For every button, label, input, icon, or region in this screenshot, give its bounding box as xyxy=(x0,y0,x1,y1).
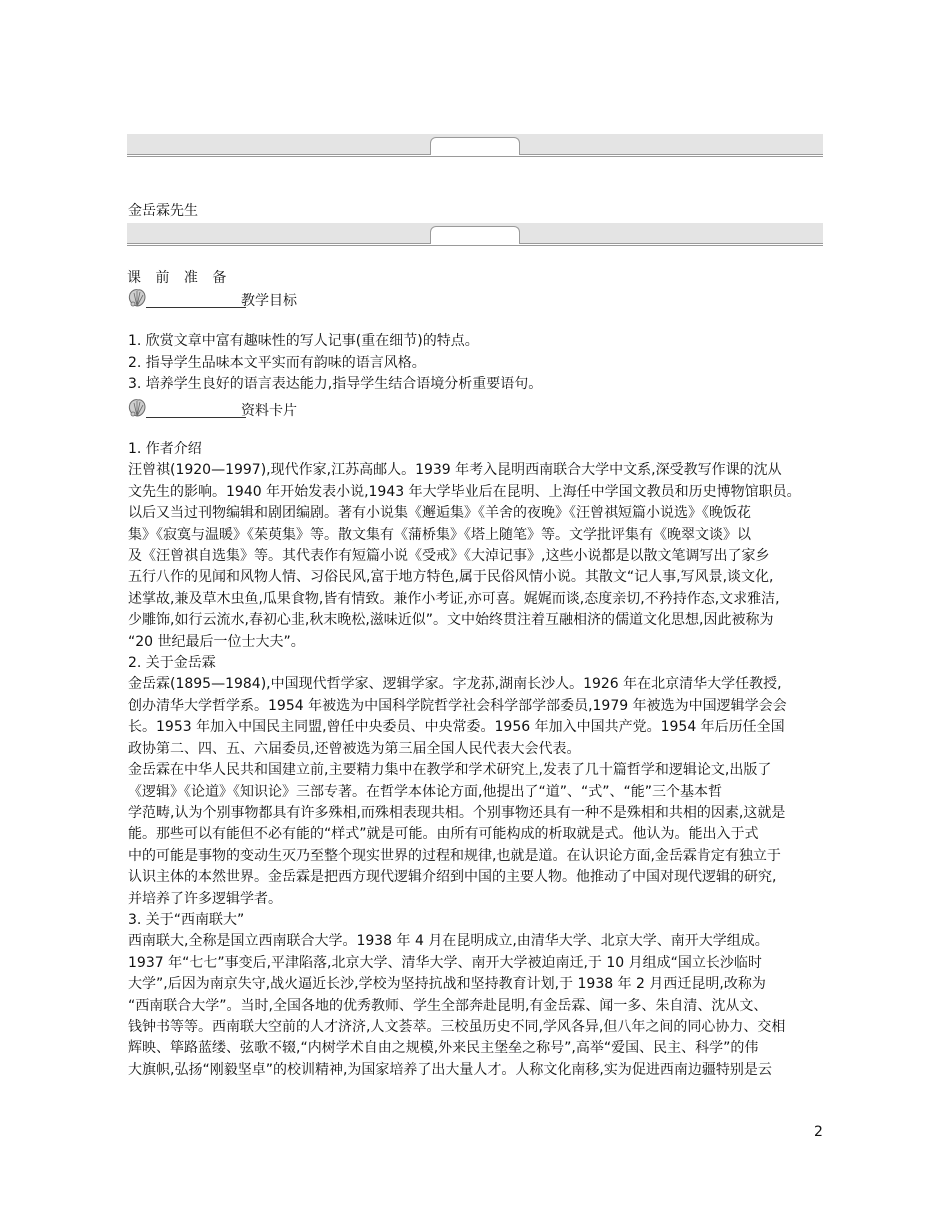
goals-label: 教学目标 xyxy=(241,293,297,309)
text-line: 并培养了许多逻辑学者。 xyxy=(128,890,282,907)
goals-subheading xyxy=(126,287,426,313)
text-line: 及《汪曾祺自选集》等。其代表作有短篇小说《受戒》《大淖记事》,这些小说都是以散文笔调写出了家乡 xyxy=(128,548,770,565)
text-line: 政协第二、四、五、六届委员,还曾被选为第三届全国人民代表大会代表。 xyxy=(128,740,581,757)
text-line: 辉映、筚路蓝缕、弦歌不辍,“内树学术自由之规模,外来民主堡垒之称号”,高举“爱国、民主、科学”的伟 xyxy=(128,1040,759,1057)
title-band xyxy=(127,223,823,244)
text-line: 五行八作的见闻和风物人情、习俗民风,富于地方特色,属于民俗风情小说。其散文“记人事,写风景,谈文化, xyxy=(128,569,774,586)
text-line: “20 世纪最后一位士大夫”。 xyxy=(128,633,305,650)
text-line: 学范畴,认为个别事物都具有许多殊相,而殊相表现共相。个别事物还具有一种不是殊相和共相的因素,这就是 xyxy=(128,804,786,821)
header-band-top xyxy=(127,134,823,155)
text-line: 大学”,后因为南京失守,战火逼近长沙,学校为坚持抗战和坚持教育计划,于 1938 年 2 月西迁昆明,改称为 xyxy=(128,976,766,993)
text-line: 创办清华大学哲学系。1954 年被选为中国科学院哲学社会科学部学部委员,1979 年被选为中国逻辑学会会 xyxy=(128,697,787,714)
section-header: 课 前 准 备 xyxy=(127,270,232,286)
subheading-underline xyxy=(146,417,246,418)
shell-icon xyxy=(126,287,148,309)
text-line: 集》《寂寞与温暖》《茱萸集》等。散文集有《蒲桥集》《塔上随笔》等。文学批评集有《晚翠文谈》以 xyxy=(128,526,751,543)
text-line: 金岳霖(1895—1984),中国现代哲学家、逻辑学家。字龙荪,湖南长沙人。1926 年在北京清华大学任教授, xyxy=(128,676,782,693)
materials-label: 资料卡片 xyxy=(241,403,297,419)
text-line: 2. 关于金岳霖 xyxy=(128,655,216,672)
text-line: 汪曾祺(1920—1997),现代作家,江苏高邮人。1939 年考入昆明西南联合大学中文系,深受教写作课的沈从 xyxy=(128,462,782,479)
text-line: 少雕饰,如行云流水,春初心韭,秋末晚松,滋味近似”。文中始终贯注着互融相济的儒道文化思想,因此被称为 xyxy=(128,612,774,629)
text-line: 能。那些可以有能但不必有能的“样式”就是可能。由所有可能构成的析取就是式。他认为。能出入于式 xyxy=(128,826,759,843)
text-line: 钱钟书等等。西南联大空前的人才济济,人文荟萃。三校虽历史不同,学风各异,但八年之间的同心协力、交相 xyxy=(128,1018,786,1035)
text-line: 1937 年“七七”事变后,平津陷落,北京大学、清华大学、南开大学被迫南迁,于 10 月组成“国立长沙临时 xyxy=(128,954,762,971)
text-line: 《逻辑》《论道》《知识论》三部专著。在哲学本体论方面,他提出了“道”、“式”、“能”三个基本哲 xyxy=(128,783,722,800)
text-line: 大旗帜,弘扬“刚毅坚卓”的校训精神,为国家培养了出大量人才。人称文化南移,实为促进西南边疆特别是云 xyxy=(128,1061,772,1078)
title-rule xyxy=(127,245,823,246)
text-line: 文先生的影响。1940 年开始发表小说,1943 年大学毕业后在昆明、上海任中学国文教员和历史博物馆职员。 xyxy=(128,483,801,500)
header-band-tab xyxy=(430,137,520,155)
page-number: 2 xyxy=(814,1124,823,1140)
text-line: 以后又当过刊物编辑和剧团编剧。著有小说集《邂逅集》《羊舍的夜晚》《汪曾祺短篇小说选》《晚饭花 xyxy=(128,505,751,522)
goals-list xyxy=(128,331,828,396)
materials-content xyxy=(128,439,833,1081)
text-line: 3. 关于“西南联大” xyxy=(128,911,245,928)
header-rule xyxy=(127,156,823,157)
text-line: 述掌故,兼及草木虫鱼,瓜果食物,皆有情致。兼作小考证,亦可喜。娓娓而谈,态度亲切,不矜持作态,文求雅洁, xyxy=(128,590,780,607)
materials-subheading xyxy=(126,397,426,423)
text-line: 认识主体的本然世界。金岳霖是把西方现代逻辑介绍到中国的主要人物。他推动了中国对现代逻辑的研究, xyxy=(128,869,777,886)
goal-item: 3. 培养学生良好的语言表达能力,指导学生结合语境分析重要语句。 xyxy=(128,376,543,392)
text-line: 金岳霖在中华人民共和国建立前,主要精力集中在教学和学术研究上,发表了几十篇哲学和逻辑论文,出版了 xyxy=(128,762,772,779)
title-band-tab xyxy=(430,226,520,244)
shell-icon xyxy=(126,397,148,419)
goal-item: 1. 欣赏文章中富有趣味性的写人记事(重在细节)的特点。 xyxy=(128,333,479,349)
text-line: 1. 作者介绍 xyxy=(128,441,202,457)
subheading-underline xyxy=(146,307,246,308)
text-line: 中的可能是事物的变动生灭乃至整个现实世界的过程和规律,也就是道。在认识论方面,金岳霖肯定有独立于 xyxy=(128,847,781,864)
goal-item: 2. 指导学生品味本文平实而有韵味的语言风格。 xyxy=(128,354,426,371)
text-line: 长。1953 年加入中国民主同盟,曾任中央委员、中央常委。1956 年加入中国共产党。1954 年后历任全国 xyxy=(128,719,785,736)
lesson-title: 金岳霖先生 xyxy=(128,203,198,219)
text-line: “西南联合大学”。当时,全国各地的优秀教师、学生全部奔赴昆明,有金岳霖、闻一多、朱自清、沈从文、 xyxy=(128,997,768,1014)
text-line: 西南联大,全称是国立西南联合大学。1938 年 4 月在昆明成立,由清华大学、北京大学、南开大学组成。 xyxy=(128,933,769,950)
